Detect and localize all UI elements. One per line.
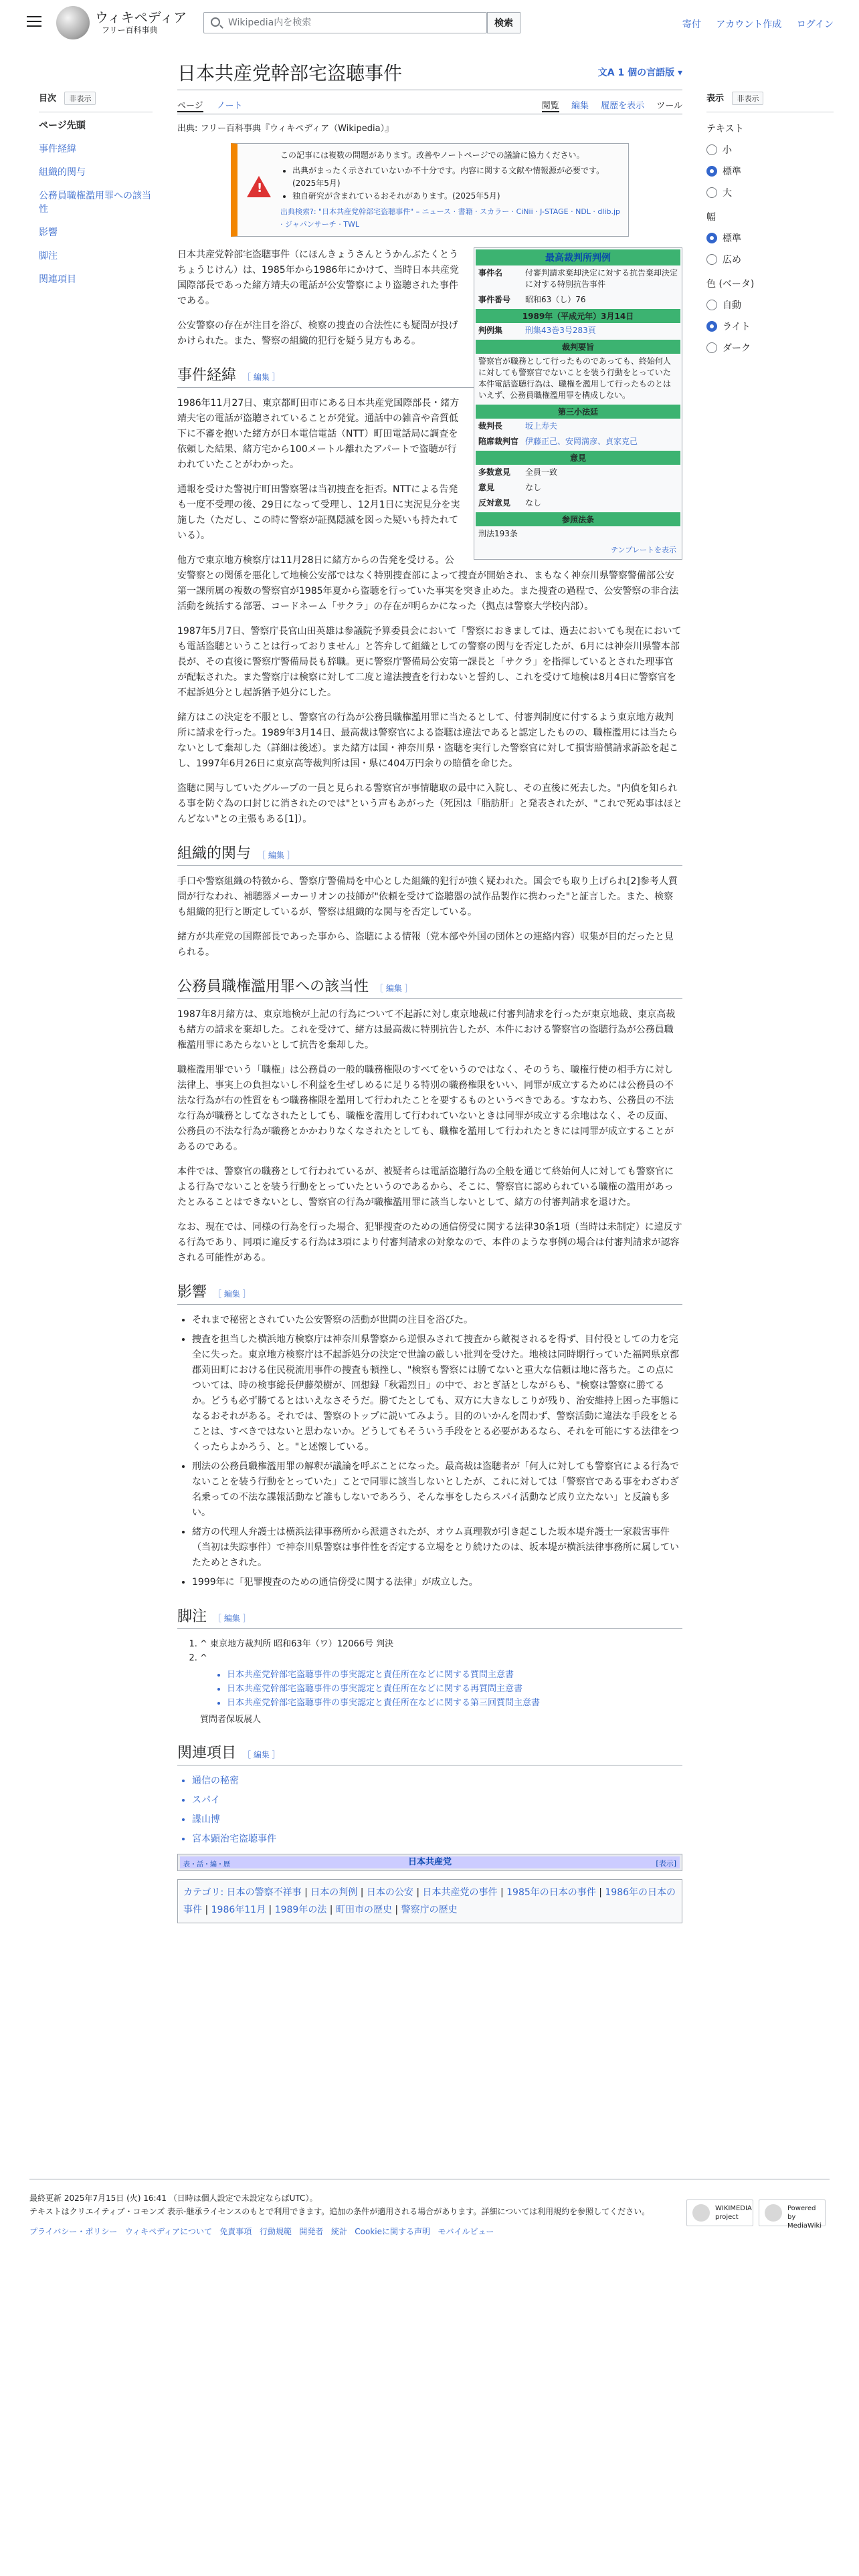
category-link[interactable]: 日本の公安 (366, 1887, 413, 1898)
mediawiki-badge[interactable]: Powered by MediaWiki (759, 2199, 826, 2226)
intro-paragraph: 日本共産党幹部宅盗聴事件（にほんきょうさんとうかんぶたくとうちょうじけん）は、1985年から1986年にかけて、当時日本共産党国際部長であった緒方靖夫の電話が公安警察により盗聴された事件である。 (177, 249, 459, 306)
paragraph: 1987年8月緒方は、東京地検が上記の行為について不起訴に対し東京地裁に付審判請求を行ったが東京地裁、東京高裁も緒方の請求を棄却した。これを受けて、緒方は最高裁に特別抗告したが、本件における警察官の盗聴行為が公務員職権濫用罪にあたらないとして抗告を棄却した。 (177, 1009, 676, 1051)
tab-read[interactable]: 閲覧 (541, 101, 559, 111)
wikimedia-badge[interactable]: WIKIMEDIA project (686, 2199, 753, 2226)
paragraph: 手口や警察組織の特徴から、警察庁警備局を中心とした組織的犯行が強く疑われた。国会でも取り上げられ[2]参考人質問が行なわれ、補聴器メーカーリオンの技師が"依頼を受けて盗聴器の試作品製作に携わった"と証言した。また、検察も組織的犯行と断定しているが、警察は組織的な関与を否定している。 (177, 876, 678, 918)
footer-link-conduct[interactable]: 行動規範 (259, 2227, 292, 2236)
radio-icon[interactable] (706, 342, 717, 353)
tab-edit[interactable]: 編集 (571, 101, 589, 111)
reporter-link[interactable]: 刑集43巻3号283頁 (525, 326, 596, 335)
color-light[interactable]: ライト (706, 318, 834, 334)
infobox: 最高裁判所判例 事件名 付審判請求棄却決定に対する抗告棄却決定に対する特別抗告事件 事件番号 昭和63（し）76 1989年（平成元年）3月14日 判例集 刑集43巻3号283頁 裁判要旨 警察官が職務として行ったものであっても、終始何人に対しても警察官でないことを装う行動をとっていた本件電話盗聴行為は、職権を濫用して行ったものとはいえず、公務員職権濫用罪を構成しない。 第三小法廷 裁判長 坂上寿夫 陪席裁判官 伊藤正己、安岡満彦、貞家克己 意見 多数意見 全員一致 意見 なし 反対意見 なし 参照法条 刑法193条 テンプレートを表示 (474, 247, 682, 560)
edit-link[interactable]: ［ 編集 ］ (213, 1289, 251, 1299)
law-band: 参照法条 (476, 512, 680, 526)
last-updated: 最終更新 2025年7月15日 (火) 16:41 （日時は個人設定で未設定ならばUTC）。 (29, 2193, 318, 2203)
category-link[interactable]: 1985年の日本の事件 (506, 1887, 596, 1898)
related-link[interactable]: • 宮本顕治宅盗聴事件 (192, 1832, 682, 1847)
menu-icon[interactable] (27, 16, 41, 27)
opinion-band: 意見 (476, 451, 680, 465)
toc-item-kanyo[interactable]: 組織的関与 (39, 167, 86, 178)
donate-link[interactable]: 寄付 (682, 19, 701, 30)
tab-article[interactable]: ページ (177, 101, 203, 111)
paragraph: 職権濫用罪でいう「職権」は公務員の一般的職務権限のすべてをいうのではなく、そのうち、職権行使の相手方に対し法律上、事実上の負担ないし不利益を生ぜしめるに足りる特別の職務権限をいい、同罪が成立するためには公務員の不法な行為が右の性質をもつ職務権限を濫用して行われたことを要するものというべきである。すなわち、公務員の不法な行為が職務としてなされたとしても、職権を濫用して行われていないときは同罪が成立する余地はなく、その反面、公務員の不法な行為が職務とかかわりなくなされたとしても、職権を濫用して行われたときには同罪が成立することがあるのである。 (177, 1065, 674, 1152)
footer-link-cookies[interactable]: Cookieに関する声明 (355, 2227, 431, 2236)
width-standard[interactable]: 標準 (706, 230, 834, 246)
radio-checked-icon[interactable] (706, 233, 717, 243)
paragraph: 本件では、警察官の職務として行われているが、被疑者らは電話盗聴行為の全般を通じて終始何人に対しても警察官による行為でないことを装う行動をとっていたというのであるから、そこに、警察官に認められている職権の濫用があったとみることはできないとし、警察官の行為が職権濫用罪に該当しないとして、緒方の付審判請求を退けた。 (177, 1166, 674, 1208)
wikimedia-icon (692, 2204, 710, 2222)
list-item: • 1999年に「犯罪捜査のための通信傍受に関する法律」が成立した。 (192, 1575, 682, 1590)
footer-link-disclaimer[interactable]: 免責事項 (219, 2227, 252, 2236)
section-heading: 組織的関与 ［ 編集 ］ (177, 842, 682, 866)
radio-icon[interactable] (706, 144, 717, 155)
list-item: • 緒方の代理人弁護士は横浜法律事務所から派遣されたが、オウム真理教が引き起こした坂本堤弁護士一家殺害事件（当初は失踪事件）で神奈川県警察は事件性を否定する立場をとり続けたのは、坂本堤が横浜法律事務所に属していたためとされた。 (192, 1525, 682, 1571)
paragraph: 盗聴に関与していたグループの一員と見られる警察官が事情聴取の最中に入院し、その直後に死去した。"内偵を知られる事を防ぐ為の口封じに消されたのでは"という声もあがった（死因は「脂肪肝」と発表されたが、"これで死ぬ事はほとんどない"との主張もある[1]）。 (177, 783, 682, 825)
paragraph: 1987年5月7日、警察庁長官山田英雄は参議院予算委員会において「警察におきましては、過去においても現在においても電話盗聴ということは行っておりません」と答弁して組織としての警察の関与を否定したが、6月には神奈川県警本部長が、その直後に警察庁警備局長も辞職。更に警察庁警備局公安第一課長と「サクラ」を指揮しているとされた理事官が配転された。また警察庁は検察に対して二度と違法捜査を行わないと誓約し、これを受けて地検は8月4日に警察官を不起訴処分とし起訴猶予処分にした。 (177, 626, 682, 698)
related-link[interactable]: • スパイ (192, 1793, 682, 1808)
related-link[interactable]: • 通信の秘密 (192, 1774, 682, 1789)
appearance-panel (706, 91, 834, 361)
paragraph: 緒方が共産党の国際部長であった事から、盗聴による情報（党本部や外国の団体との連絡内容）収集が目的だったと見られる。 (177, 932, 674, 958)
footer-link-mobile[interactable]: モバイルビュー (438, 2227, 494, 2236)
section-heading: 事件経緯 ［ 編集 ］ (177, 364, 682, 388)
tab-history[interactable]: 履歴を表示 (601, 101, 645, 111)
template-link[interactable]: テンプレートを表示 (610, 546, 676, 554)
text-size-standard[interactable]: 標準 (706, 163, 834, 179)
toc-item-eikyo[interactable]: 影響 (39, 227, 58, 238)
color-label: 色 (ベータ) (706, 279, 755, 290)
site-footer (29, 2179, 830, 2238)
toc-item-gaitou[interactable]: 公務員職権濫用罪への該当性 (39, 191, 151, 215)
category-link[interactable]: 日本共産党の事件 (422, 1887, 498, 1898)
search-icon (211, 17, 220, 27)
radio-checked-icon[interactable] (706, 321, 717, 332)
footer-link-about[interactable]: ウィキペディアについて (124, 2227, 212, 2236)
toc-item-kyakuchu[interactable]: 脚注 (39, 251, 58, 261)
toc-item-top[interactable]: ページ先頭 (39, 120, 86, 131)
category-link[interactable]: 警察庁の歴史 (401, 1905, 458, 1915)
issues-notice (231, 143, 629, 237)
login-link[interactable]: ログイン (796, 19, 834, 30)
edit-link[interactable]: ［ 編集 ］ (243, 1750, 280, 1759)
category-label[interactable]: カテゴリ: (183, 1887, 224, 1898)
article (177, 59, 682, 1923)
color-auto[interactable]: 自動 (706, 297, 834, 313)
case-number: 昭和63（し）76 (525, 295, 586, 304)
summary-band: 裁判要旨 (476, 340, 680, 354)
logo-title[interactable]: ウィキペディア (95, 9, 187, 25)
site-header (0, 0, 859, 48)
related-list (177, 1774, 682, 1847)
radio-icon[interactable] (706, 254, 717, 265)
paragraph: なお、現在では、同様の行為を行った場合、犯罪捜査のための通信傍受に関する法律30条1項（当時は未制定）に違反する行為であり、同項に違反する行為は3項により付審判請求の対象なので、本件のような事例の場合は付審判請求が認容される可能性がある。 (177, 1222, 682, 1263)
decision-date: 1989年（平成元年）3月14日 (476, 309, 680, 323)
footnote: 1. ^ 東京地方裁判所 昭和63年（ワ）12066号 判決 (200, 1637, 682, 1651)
intro-paragraph: 公安警察の存在が注目を浴び、検察の捜査の合法性にも疑問が投げかけられた。また、警察の組織的犯行を疑う見方もある。 (177, 320, 458, 346)
category-link[interactable]: 日本の判例 (310, 1887, 358, 1898)
paragraph: 他方で東京地方検察庁は11月28日に緒方からの告発を受ける。公安警察との関係を悪化して地検公安部ではなく特別捜査部によって捜査が開始され、まもなく神奈川県警察警備部公安第一課所属の複数の警察官が1985年夏から盗聴を行っていた事実を突き止めた。また捜査の過程で、公安警察の非合法活動を統括する部署、コードネーム「サクラ」の存在が明らかになった（拠点は警察大学校内部）。 (177, 555, 679, 612)
notice-intro: この記事には複数の問題があります。改善やノートページでの議論に協力ください。 (280, 150, 585, 160)
category-link[interactable]: 1989年の法 (274, 1905, 327, 1915)
paragraph: 1986年11月27日、東京都町田市にある日本共産党国際部長・緒方靖夫宅の電話が盗聴されていることが発覚。通話中の雑音や音質低下に不審を抱いた緒方が日本電信電話（NTT）町田電話局に調査を依頼した結果、緒方宅から100メートル離れたアパートで盗聴が行われていたことがわかった。 (177, 398, 460, 470)
width-label: 幅 (706, 212, 716, 223)
color-dark[interactable]: ダーク (706, 340, 834, 356)
edit-link[interactable]: ［ 編集 ］ (243, 372, 280, 382)
footnote: 2. ^ • 日本共産党幹部宅盗聴事件の事実認定と責任所在などに関する質問主意書 • 日本共産党幹部宅盗聴事件の事実認定と責任所在などに関する再質問主意書 • 日本共産党幹部宅盗聴事件の事実認定と責任所在などに関する第三回質問主意書 質問者保坂展人 (200, 1651, 682, 1727)
edit-link[interactable]: ［ 編集 ］ (375, 984, 413, 993)
reference-link[interactable]: • 日本共産党幹部宅盗聴事件の事実認定と責任所在などに関する質問主意書 (227, 1668, 682, 1682)
toc-item-keii[interactable]: 事件経緯 (39, 144, 76, 154)
category-links: カテゴリ: 日本の警察不祥事 | 日本の判例 | 日本の公安 | 日本共産党の事件 | 1985年の日本の事件 | 1986年の日本の事件 | 1986年11月 | 1989年の法 | 町田市の歴史 | 警察庁の歴史 (177, 1879, 682, 1923)
category-link[interactable]: 1986年の日本の事件 (183, 1887, 676, 1915)
appearance-title: 表示 (706, 94, 725, 104)
notice-item: • 独自研究が含まれているおそれがあります。(2025年5月) (292, 190, 622, 203)
navbox (177, 1854, 682, 1871)
text-size-small[interactable]: 小 (706, 142, 834, 158)
navbox-vtee[interactable]: 表・話・編・歴 (183, 1861, 230, 1868)
toc-item-kanren[interactable]: 関連項目 (39, 274, 76, 285)
footer-link-developers[interactable]: 開発者 (299, 2227, 324, 2236)
radio-icon[interactable] (706, 300, 717, 310)
footnotes (177, 1637, 682, 1727)
section-heading: 公務員職権濫用罪への該当性 ［ 編集 ］ (177, 975, 682, 999)
law-text: 刑法193条 (478, 529, 518, 538)
category-link[interactable]: 町田市の歴史 (335, 1905, 392, 1915)
summary-text: 警察官が職務として行ったものであっても、終始何人に対しても警察官でないことを装う行動をとっていた本件電話盗聴行為は、職権を濫用して行ったものとはいえず、公務員職権濫用罪を構成しない。 (478, 356, 672, 400)
paragraph: 通報を受けた警視庁町田警察署は当初捜査を拒否。NTTによる告発も一度不受理の後、29日になって受理し、12月1日に実況見分を実施した（ただし、この時に警察が証拠隠滅を図った疑いも持たれている）。 (177, 484, 460, 541)
radio-icon[interactable] (706, 187, 717, 198)
associate-judges[interactable]: 伊藤正己、安岡満彦、貞家克己 (525, 437, 638, 446)
infobox-title[interactable]: 最高裁判所判例 (476, 249, 680, 265)
section-heading: 脚注 ［ 編集 ］ (177, 1605, 682, 1629)
text-size-label: テキスト (706, 124, 744, 134)
reference-link[interactable]: • 日本共産党幹部宅盗聴事件の事実認定と責任所在などに関する再質問主意書 (227, 1682, 682, 1696)
toc-hide-button[interactable]: 非表示 (64, 92, 96, 105)
section-heading: 影響 ［ 編集 ］ (177, 1281, 682, 1305)
edit-link[interactable]: ［ 編集 ］ (258, 851, 295, 860)
list-item: • それまで秘密とされていた公安警察の活動が世間の注目を浴びた。 (192, 1313, 682, 1328)
edit-link[interactable]: ［ 編集 ］ (213, 1614, 251, 1623)
tab-tools[interactable]: ツール (656, 101, 682, 111)
category-link[interactable]: 日本の警察不祥事 (226, 1887, 302, 1898)
questioner: 質問者保坂展人 (200, 1715, 262, 1725)
language-button[interactable]: 文A 1 個の言語版 ▾ (597, 68, 682, 78)
list-item: • 捜査を担当した横浜地方検察庁は神奈川県警察から逆恨みされて捜査から敵視されるを得ず、目付役としての力を完全に失った。東京地方検察庁は不起訴処分の決定で世論の厳しい批判を受けた。地検は同時期行っていた福岡県京都郡苅田町における住民税流用事件の捜査も頓挫し、"検察も警察には勝てないと重大な信頼は地に落ちた。この点については、時の検事総長伊藤榮樹が、回想録「秋霜烈日」の中で、おとぎ話としながらも、"検察は警察に勝てるか。どうも必ず勝てるとはいえなさそうだ。勝てたとしても、双方に大きなしこりが残り、治安維持上困った事態になるおそれがある。それでは、警察のトップに説いてみよう。目的のいかんを問わず、警察活動に違法な手段をとることは、すべきではないと思わないか。どうしてもそういう手段をとる必要があるなら、それを可能にする法律をつくったらよかろう、と。"と述懐している。 (192, 1332, 682, 1455)
related-link[interactable]: • 諜山博 (192, 1812, 682, 1828)
table-of-contents (39, 91, 153, 296)
reference-link[interactable]: • 日本共産党幹部宅盗聴事件の事実認定と責任所在などに関する第三回質問主意書 (227, 1696, 682, 1710)
navbox-title[interactable]: 日本共産党 (180, 1856, 680, 1868)
warning-icon (247, 176, 271, 197)
footer-link-stats[interactable]: 統計 (330, 2227, 347, 2236)
section-heading: 関連項目 ［ 編集 ］ (177, 1741, 682, 1765)
notice-item: • 出典がまったく示されていないか不十分です。内容に関する文献や情報源が必要です。(2025年5月) (292, 165, 622, 190)
list-item: • 刑法の公務員職権濫用罪の解釈が議論を呼ぶことになった。最高裁は盗聴者が「何人に対しても警察官による行為でないことを装う行動をとっていた」ことで同罪に該当しないとしたが、これに対しては「警察官である事をわざわざ名乗っての不法な諜報活動など誰もしないであろう、そんな事をしたらスパイ活動など成り立たない」と反論も多い。 (192, 1459, 682, 1521)
wikipedia-globe-icon[interactable] (56, 6, 90, 39)
logo-subtitle: フリー百科事典 (102, 25, 158, 35)
paragraph: 緒方はこの決定を不服とし、警察官の行為が公務員職権濫用罪に当たるとして、付審判制度に付するよう東京地方裁判所に請求を行った。1989年3月14日、最高裁は警察官による盗聴は違法であると認定したものの、職権濫用には当たらないとして棄却した（詳細は後述）。また緒方は国・神奈川県・盗聴を実行した警察官に対して損害賠償請求訴訟を起こし、1997年6月26日に東京高等裁判所は国・県に404万円余りの賠償を命じた。 (177, 712, 678, 769)
width-wide[interactable]: 広め (706, 251, 834, 267)
footer-link-privacy[interactable]: プライバシー・ポリシー (29, 2227, 118, 2236)
case-name: 付審判請求棄却決定に対する抗告棄却決定に対する特別抗告事件 (525, 268, 678, 289)
appearance-hide-button[interactable]: 非表示 (732, 92, 763, 105)
search-box (203, 12, 487, 33)
source-line: 出典: フリー百科事典『ウィキペディア（Wikipedia）』 (177, 124, 394, 134)
tab-talk[interactable]: ノート (216, 101, 243, 111)
page-tabs (177, 90, 682, 114)
toc-title: 目次 (39, 94, 57, 104)
create-account-link[interactable]: アカウント作成 (716, 19, 782, 30)
text-size-large[interactable]: 大 (706, 185, 834, 201)
search-button[interactable]: 検索 (487, 12, 520, 33)
license-text: テキストはクリエイティブ・コモンズ 表示-継承ライセンスのもとで利用できます。追加の条件が適用される場合があります。詳細については利用規約を参照してください。 (29, 2207, 650, 2216)
source-search-links[interactable]: 出典検索?: "日本共産党幹部宅盗聴事件" – ニュース · 書籍 · スカラー · CiNii · J-STAGE · NDL · dlib.jp · ジャパンサーチ · TWL (280, 207, 621, 229)
footer-links (29, 2225, 830, 2238)
category-link[interactable]: 1986年11月 (211, 1905, 266, 1915)
search-input[interactable] (227, 15, 481, 30)
radio-checked-icon[interactable] (706, 166, 717, 177)
mediawiki-icon (765, 2204, 782, 2222)
court-band[interactable]: 第三小法廷 (476, 405, 680, 419)
navbox-show-button[interactable]: [表示] (656, 1859, 676, 1868)
impact-list (177, 1313, 682, 1590)
personal-links (670, 17, 834, 31)
page-title: 日本共産党幹部宅盗聴事件 (177, 59, 682, 90)
presiding-judge[interactable]: 坂上寿夫 (525, 421, 558, 431)
